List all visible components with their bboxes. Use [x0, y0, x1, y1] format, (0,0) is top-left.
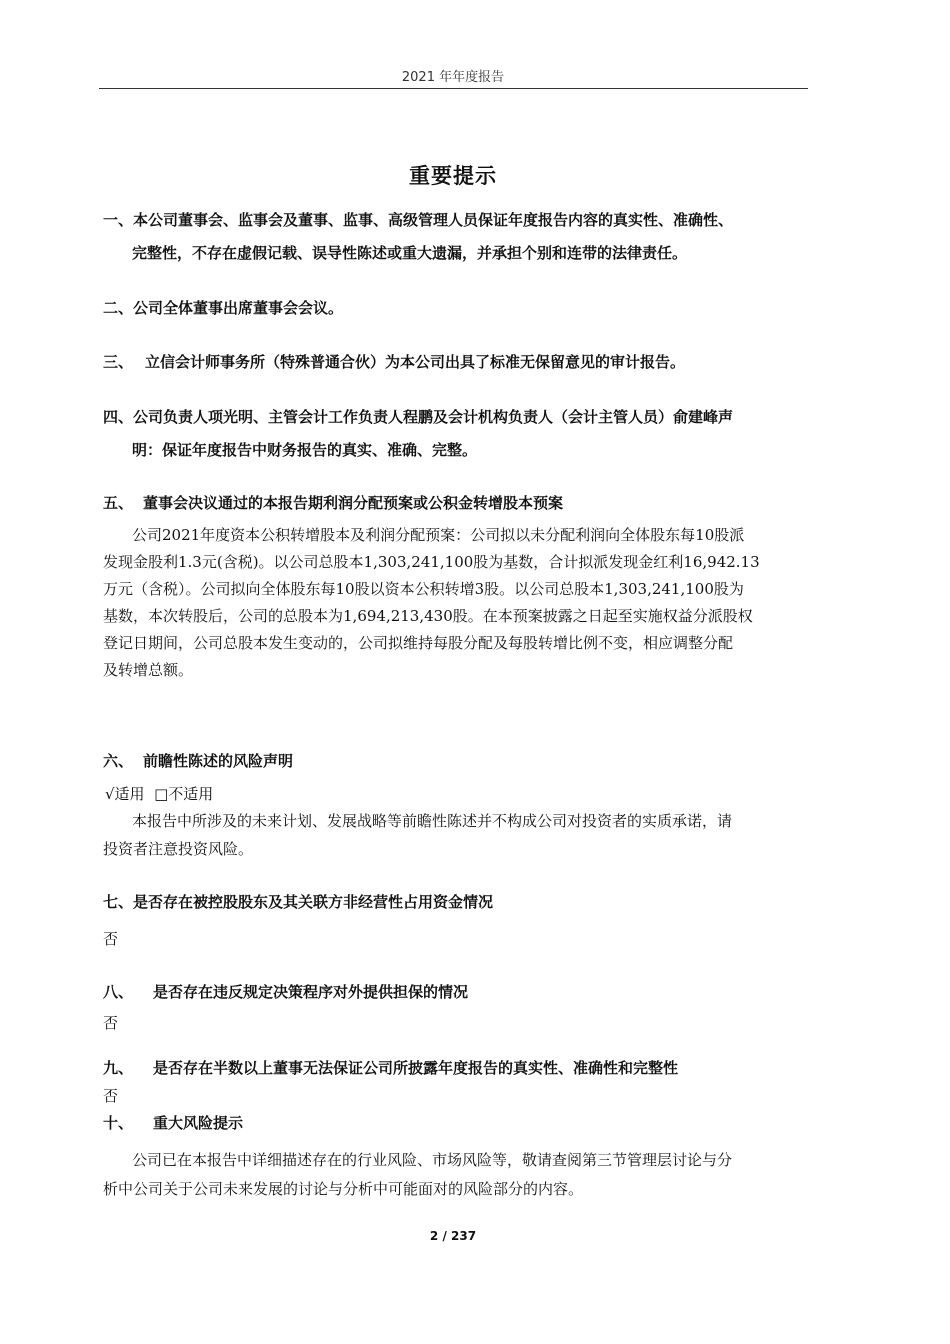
- section-5-body-line6: 及转增总额。: [103, 661, 194, 679]
- section-2-text: 公司全体董事出席董事会会议。: [133, 299, 344, 317]
- section-8-title: 是否存在违反规定决策程序对外提供担保的情况: [153, 983, 469, 1001]
- section-5-body-line5: 登记日期间，公司总股本发生变动的，公司拟维持每股分配及每股转增比例不变，相应调整分配: [103, 634, 734, 652]
- section-3-text: 立信会计师事务所（特殊普通合伙）为本公司出具了标准无保留意见的审计报告。: [145, 353, 686, 371]
- applicability-options: [105, 781, 213, 808]
- page-title: 重要提示: [409, 164, 497, 188]
- section-6-body-line1: 本报告中所涉及的未来计划、发展战略等前瞻性陈述并不构成公司对投资者的实质承诺，请: [132, 812, 733, 830]
- section-5-body-line4: 基数，本次转股后，公司的总股本为1,694,213,430股。在本预案披露之日起至实施权益分派股权: [103, 607, 753, 625]
- section-5-body-line2: 发现金股利1.3元(含税)。以公司总股本1,303,241,100股为基数，合计拟派发现金红利16,942.13: [103, 553, 760, 571]
- section-3: [103, 351, 685, 373]
- section-6-heading: [103, 750, 293, 772]
- section-6-title: 前瞻性陈述的风险声明: [143, 752, 294, 770]
- header-rule: [99, 88, 808, 89]
- section-8-answer: 否: [103, 1014, 119, 1032]
- section-7-answer: 否: [103, 930, 119, 948]
- section-1-number: 一、: [103, 211, 134, 229]
- section-4-line2: 明：保证年度报告中财务报告的真实、准确、完整。: [132, 441, 478, 459]
- section-9-answer: 否: [103, 1087, 119, 1105]
- section-10-body-line2: 析中公司关于公司未来发展的讨论与分析中可能面对的风险部分的内容。: [103, 1180, 584, 1198]
- section-1-line1: [103, 209, 733, 231]
- section-10-title: 重大风险提示: [153, 1114, 244, 1132]
- section-4-number: 四、: [103, 408, 134, 426]
- section-5-body-line3: 万元（含税）。公司拟向全体股东每10股以资本公积转增3股。以公司总股本1,303,241,100股为: [103, 580, 744, 598]
- section-5-title: 董事会决议通过的本报告期利润分配预案或公积金转增股本预案: [143, 494, 564, 512]
- section-9-title: 是否存在半数以上董事无法保证公司所披露年度报告的真实性、准确性和完整性: [153, 1059, 679, 1077]
- section-8-heading: [103, 981, 468, 1003]
- running-header: 2021 年年度报告: [401, 70, 505, 85]
- section-7-number: 七、: [103, 893, 134, 911]
- page-number: 2 / 237: [429, 1229, 477, 1243]
- section-2-number: 二、: [103, 299, 134, 317]
- section-1-line2: 完整性，不存在虚假记载、误导性陈述或重大遗漏，并承担个别和连带的法律责任。: [132, 244, 688, 262]
- section-5-number: 五、: [103, 494, 134, 512]
- section-4-line1: [103, 406, 733, 428]
- section-1-text: 本公司董事会、监事会及董事、监事、高级管理人员保证年度报告内容的真实性、准确性、: [133, 211, 734, 229]
- section-3-number: 三、: [103, 353, 134, 371]
- section-10-heading: [103, 1112, 243, 1134]
- section-8-number: 八、: [103, 983, 134, 1001]
- section-9-number: 九、: [103, 1059, 134, 1077]
- section-9-heading: [103, 1057, 678, 1079]
- section-5-heading: [103, 492, 563, 514]
- section-2: [103, 297, 343, 319]
- section-10-body-line1: 公司已在本报告中详细描述存在的行业风险、市场风险等，敬请查阅第三节管理层讨论与分: [132, 1151, 733, 1169]
- section-7-title: 是否存在被控股股东及其关联方非经营性占用资金情况: [133, 893, 494, 911]
- section-5-body-line1: 公司2021年度资本公积转增股本及利润分配预案：公司拟以未分配利润向全体股东每10股派: [132, 526, 745, 544]
- section-7-heading: [103, 891, 493, 913]
- applicable-checkbox: √适用: [105, 785, 145, 803]
- not-applicable-checkbox: □不适用: [154, 785, 214, 803]
- section-6-body-line2: 投资者注意投资风险。: [103, 840, 254, 858]
- section-6-number: 六、: [103, 752, 134, 770]
- section-4-text: 公司负责人项光明、主管会计工作负责人程鹏及会计机构负责人（会计主管人员）俞建峰声: [133, 408, 734, 426]
- section-10-number: 十、: [103, 1114, 134, 1132]
